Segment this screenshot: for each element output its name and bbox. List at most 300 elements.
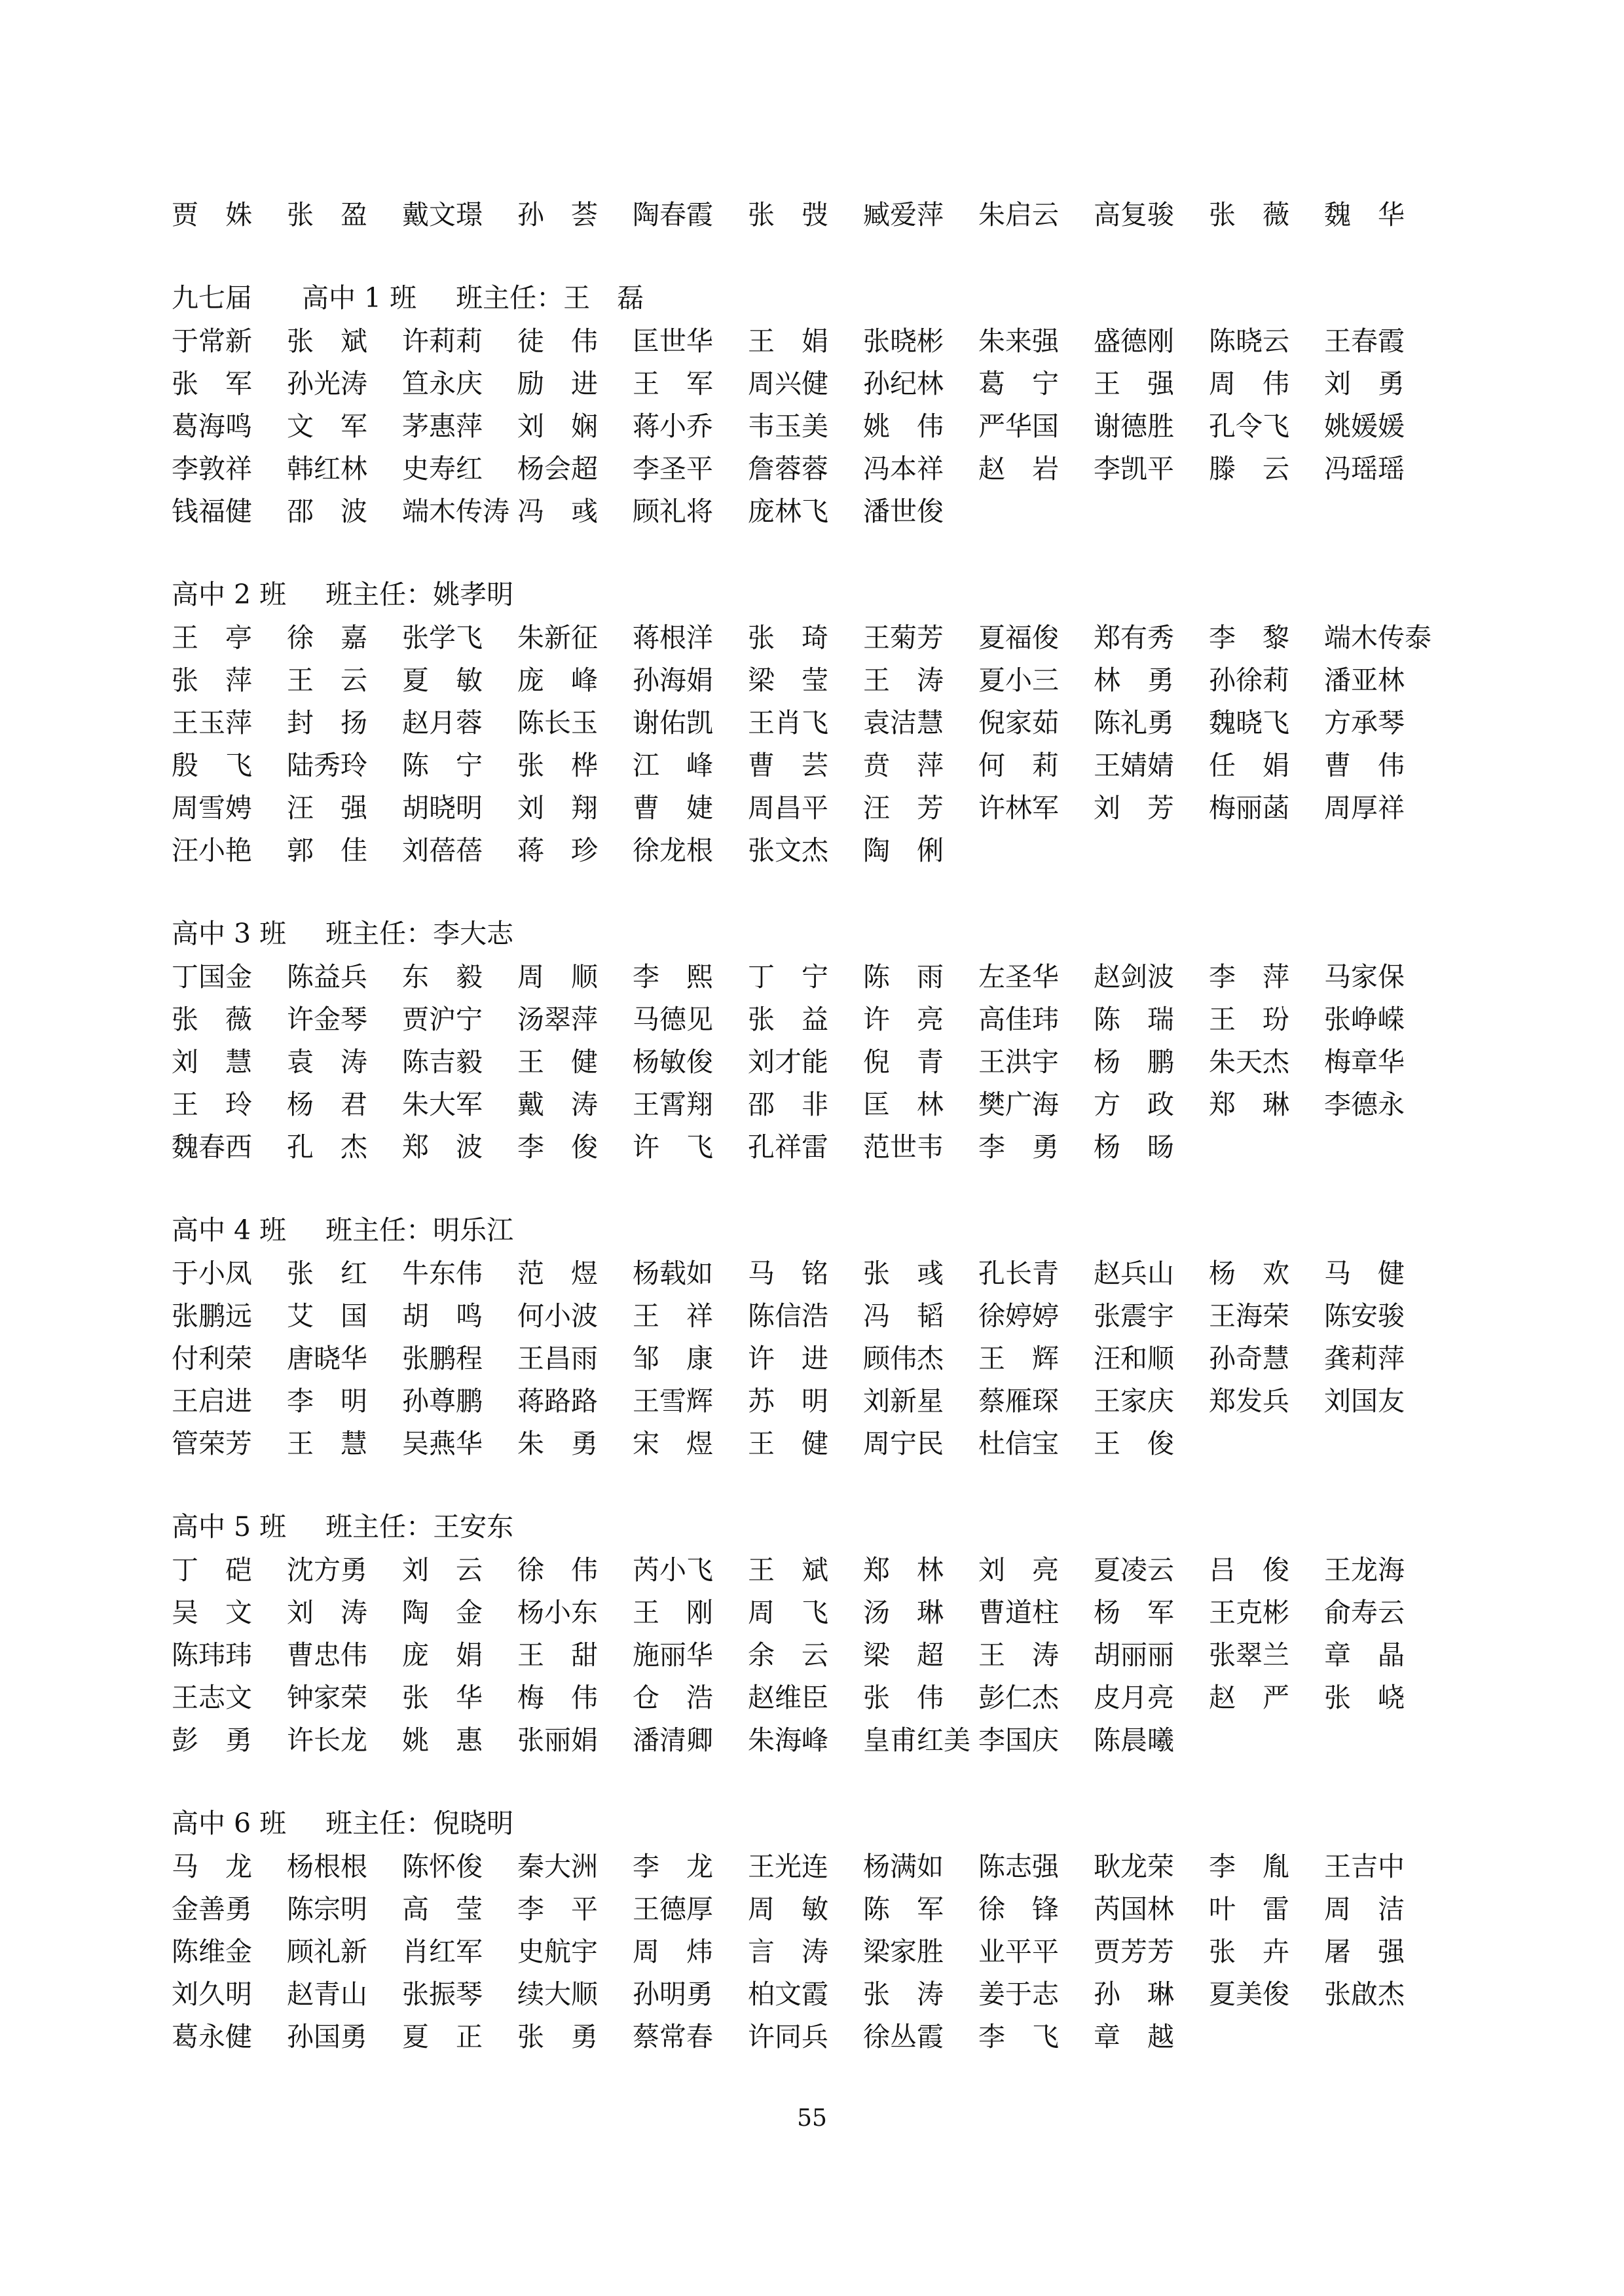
student-name: 耿龙荣 (1094, 1851, 1174, 1882)
student-name: 王 娟 (748, 325, 828, 357)
student-name: 刘蓓蓓 (402, 835, 483, 866)
student-name: 许同兵 (748, 2021, 828, 2052)
student-name: 何小波 (517, 1300, 598, 1332)
student-name: 王婧婧 (1094, 750, 1174, 781)
student-name: 徐婷婷 (978, 1300, 1059, 1332)
student-name: 张震宇 (1094, 1300, 1174, 1332)
student-name: 陈宗明 (287, 1893, 367, 1925)
student-name: 许 亮 (863, 1004, 944, 1035)
student-name: 王 涛 (863, 665, 944, 696)
student-name: 梅章华 (1324, 1046, 1405, 1078)
student-name: 杨 军 (1094, 1597, 1174, 1628)
student-name: 许 飞 (633, 1131, 713, 1163)
student-name: 许金琴 (287, 1004, 367, 1035)
teacher-label: 班主任： (325, 579, 434, 610)
student-name: 柏文霞 (748, 1978, 828, 2010)
student-name: 王 俊 (1094, 1428, 1174, 1459)
name-row (172, 744, 1455, 787)
student-name: 周宁民 (863, 1428, 944, 1459)
student-name: 张晓彬 (863, 325, 944, 357)
student-name: 朱启云 (978, 199, 1059, 230)
student-name: 张峥嵘 (1324, 1004, 1405, 1035)
teacher-label: 班主任： (325, 1511, 434, 1542)
name-row (172, 956, 1455, 998)
student-name: 胡 鸣 (402, 1300, 483, 1332)
student-name: 王 祥 (633, 1300, 713, 1332)
student-name: 魏春西 (172, 1131, 252, 1163)
student-name: 陶 金 (402, 1597, 483, 1628)
student-name: 汤 琳 (863, 1597, 944, 1628)
head-teacher-name: 倪晓明 (433, 1808, 514, 1839)
student-name: 彭 勇 (172, 1724, 252, 1756)
name-row (172, 1592, 1455, 1634)
student-name: 王玉萍 (172, 707, 252, 738)
class-name: 高中 3 班 (172, 918, 287, 949)
name-row (172, 1126, 1455, 1169)
student-name: 陈 军 (863, 1893, 944, 1925)
student-name: 郑有秀 (1094, 622, 1174, 653)
class-section (172, 911, 1455, 1169)
student-name: 李德永 (1324, 1089, 1405, 1120)
student-name: 张 益 (748, 1004, 828, 1035)
class-header (172, 1208, 1455, 1252)
student-name: 邵 波 (287, 496, 367, 527)
student-name: 蔡雁琛 (978, 1385, 1059, 1417)
student-name: 夏小三 (978, 665, 1059, 696)
student-name: 李 黎 (1209, 622, 1289, 653)
student-name: 王 辉 (978, 1343, 1059, 1374)
name-row (172, 1252, 1455, 1295)
student-name: 陈晓云 (1209, 325, 1289, 357)
student-name: 郑 琳 (1209, 1089, 1289, 1120)
student-name: 王克彬 (1209, 1597, 1289, 1628)
student-name: 张 彧 (863, 1258, 944, 1289)
student-name: 曹 伟 (1324, 750, 1405, 781)
student-name: 王洪宇 (978, 1046, 1059, 1078)
student-name: 贾沪宁 (402, 1004, 483, 1035)
student-name: 张 勇 (517, 2021, 598, 2052)
student-name: 赵 严 (1209, 1682, 1289, 1713)
student-name: 于常新 (172, 325, 252, 357)
student-name: 文 军 (287, 410, 367, 442)
student-name: 倪家茹 (978, 707, 1059, 738)
student-name: 张 盈 (287, 199, 367, 230)
student-name: 刘 慧 (172, 1046, 252, 1078)
student-name: 曹道柱 (978, 1597, 1059, 1628)
student-name: 王 玲 (172, 1089, 252, 1120)
student-name: 左圣华 (978, 961, 1059, 993)
student-name: 陈晨曦 (1094, 1724, 1174, 1756)
student-name: 孙 荟 (517, 199, 598, 230)
student-name: 刘国友 (1324, 1385, 1405, 1417)
student-name: 许莉莉 (402, 325, 483, 357)
student-name: 马 铭 (748, 1258, 828, 1289)
student-name: 仓 浩 (633, 1682, 713, 1713)
student-name: 蔡常春 (633, 2021, 713, 2052)
student-name: 赵青山 (287, 1978, 367, 2010)
student-name: 张 华 (402, 1682, 483, 1713)
student-name: 章 晶 (1324, 1639, 1405, 1671)
name-row (172, 617, 1455, 659)
student-name: 朱 勇 (517, 1428, 598, 1459)
student-name: 邹 康 (633, 1343, 713, 1374)
student-name: 匡世华 (633, 325, 713, 357)
student-name: 孙徐莉 (1209, 665, 1289, 696)
student-name: 龚莉萍 (1324, 1343, 1405, 1374)
student-name: 朱来强 (978, 325, 1059, 357)
name-row (172, 1084, 1455, 1126)
student-name: 孙纪林 (863, 368, 944, 399)
student-name: 周 飞 (748, 1597, 828, 1628)
student-name: 臧爱萍 (863, 199, 944, 230)
head-teacher-name: 李大志 (433, 918, 514, 949)
student-name: 章 越 (1094, 2021, 1174, 2052)
student-name: 陆秀玲 (287, 750, 367, 781)
student-name: 李 平 (517, 1893, 598, 1925)
student-name: 蒋 珍 (517, 835, 598, 866)
student-name: 王启进 (172, 1385, 252, 1417)
student-name: 徐 伟 (517, 1554, 598, 1586)
student-name: 蒋小乔 (633, 410, 713, 442)
student-name: 詹蓉蓉 (748, 453, 828, 484)
name-row (172, 1549, 1455, 1592)
student-name: 匡 林 (863, 1089, 944, 1120)
student-name: 严华国 (978, 410, 1059, 442)
student-name: 周 伟 (1209, 368, 1289, 399)
student-name: 王 军 (633, 368, 713, 399)
student-name: 杨小东 (517, 1597, 598, 1628)
student-name: 葛 宁 (978, 368, 1059, 399)
student-name: 刘新星 (863, 1385, 944, 1417)
student-name: 皮月亮 (1094, 1682, 1174, 1713)
student-name: 李 俊 (517, 1131, 598, 1163)
student-name: 刘久明 (172, 1978, 252, 2010)
teacher-label: 班主任： (325, 1214, 434, 1246)
student-name: 曹 婕 (633, 792, 713, 824)
student-name: 张啟杰 (1324, 1978, 1405, 2010)
name-row (172, 787, 1455, 829)
name-row (172, 998, 1455, 1041)
name-row (172, 1423, 1455, 1465)
student-name: 刘 芳 (1094, 792, 1174, 824)
student-name: 梁家胜 (863, 1936, 944, 1967)
student-name: 于小凤 (172, 1258, 252, 1289)
student-name: 丁 硙 (172, 1554, 252, 1586)
student-name: 夏 正 (402, 2021, 483, 2052)
student-name: 杨根根 (287, 1851, 367, 1882)
student-name: 邵 非 (748, 1089, 828, 1120)
student-name: 孙光涛 (287, 368, 367, 399)
name-row (172, 829, 1455, 872)
student-name: 刘 亮 (978, 1554, 1059, 1586)
student-name: 业平平 (978, 1936, 1059, 1967)
student-name: 顾伟杰 (863, 1343, 944, 1374)
student-name: 李国庆 (978, 1724, 1059, 1756)
student-name: 肖红军 (402, 1936, 483, 1967)
student-name: 陶春霞 (633, 199, 713, 230)
student-name: 潘亚林 (1324, 665, 1405, 696)
student-name: 杨 欢 (1209, 1258, 1289, 1289)
student-name: 徐丛霞 (863, 2021, 944, 2052)
student-name: 张振琴 (402, 1978, 483, 2010)
student-name: 张 红 (287, 1258, 367, 1289)
student-name: 杨 旸 (1094, 1131, 1174, 1163)
student-name: 张鹏程 (402, 1343, 483, 1374)
student-name: 王 甜 (517, 1639, 598, 1671)
student-name: 管荣芳 (172, 1428, 252, 1459)
student-name: 盛德刚 (1094, 325, 1174, 357)
student-name: 李 萍 (1209, 961, 1289, 993)
name-row (172, 2016, 1455, 2058)
student-name: 夏 敏 (402, 665, 483, 696)
class-sections (172, 276, 1455, 2058)
student-name: 王光连 (748, 1851, 828, 1882)
class-name: 高中 5 班 (172, 1511, 287, 1542)
student-name: 孙尊鹏 (402, 1385, 483, 1417)
class-header (172, 1801, 1455, 1846)
student-name: 陈维金 (172, 1936, 252, 1967)
student-name: 江 峰 (633, 750, 713, 781)
student-name: 吕 俊 (1209, 1554, 1289, 1586)
student-name: 王家庆 (1094, 1385, 1174, 1417)
student-name: 王菊芳 (863, 622, 944, 653)
name-row (172, 1973, 1455, 2016)
student-name: 孔令飞 (1209, 410, 1289, 442)
class-name: 高中 4 班 (172, 1214, 287, 1246)
student-name: 贾 姝 (172, 199, 252, 230)
student-name: 周雪娉 (172, 792, 252, 824)
student-name: 孙明勇 (633, 1978, 713, 2010)
teacher-label: 班主任： (325, 1808, 434, 1839)
student-name: 许林军 (978, 792, 1059, 824)
student-name: 张鹏远 (172, 1300, 252, 1332)
student-name: 孙国勇 (287, 2021, 367, 2052)
student-name: 王 玢 (1209, 1004, 1289, 1035)
student-name: 周厚祥 (1324, 792, 1405, 824)
student-name: 陈长玉 (517, 707, 598, 738)
student-name: 唐晓华 (287, 1343, 367, 1374)
head-teacher-name: 王 磊 (563, 282, 644, 314)
student-name: 王 强 (1094, 368, 1174, 399)
student-name: 陈 宁 (402, 750, 483, 781)
student-name: 马 龙 (172, 1851, 252, 1882)
student-name: 李敦祥 (172, 453, 252, 484)
student-name: 王海荣 (1209, 1300, 1289, 1332)
student-name: 钱福健 (172, 496, 252, 527)
student-name: 庞 娟 (402, 1639, 483, 1671)
student-name: 陈 瑞 (1094, 1004, 1174, 1035)
student-name: 赵维臣 (748, 1682, 828, 1713)
student-name: 王 涛 (978, 1639, 1059, 1671)
student-name: 潘清卿 (633, 1724, 713, 1756)
student-name: 茅惠萍 (402, 410, 483, 442)
student-name: 周兴健 (748, 368, 828, 399)
student-name: 陈信浩 (748, 1300, 828, 1332)
class-section (172, 276, 1455, 533)
student-name: 蒋根洋 (633, 622, 713, 653)
student-name: 张 琦 (748, 622, 828, 653)
student-name: 俞寿云 (1324, 1597, 1405, 1628)
student-name: 殷 飞 (172, 750, 252, 781)
student-name: 张 弢 (748, 199, 828, 230)
student-name: 徒 伟 (517, 325, 598, 357)
student-name: 胡晓明 (402, 792, 483, 824)
student-name: 王德厚 (633, 1893, 713, 1925)
student-name: 芮国林 (1094, 1893, 1174, 1925)
student-name: 吴 文 (172, 1597, 252, 1628)
student-name: 冯本祥 (863, 453, 944, 484)
student-name: 袁 涛 (287, 1046, 367, 1078)
student-name: 陈志强 (978, 1851, 1059, 1882)
student-name: 高佳玮 (978, 1004, 1059, 1035)
student-name: 朱海峰 (748, 1724, 828, 1756)
student-name: 徐龙根 (633, 835, 713, 866)
student-name: 王吉中 (1324, 1851, 1405, 1882)
student-name: 沈方勇 (287, 1554, 367, 1586)
student-name: 许长龙 (287, 1724, 367, 1756)
student-name: 张 薇 (1209, 199, 1289, 230)
student-name: 王志文 (172, 1682, 252, 1713)
student-name: 汤翠萍 (517, 1004, 598, 1035)
student-name: 马家保 (1324, 961, 1405, 993)
name-row (172, 490, 1455, 533)
student-name: 张 卉 (1209, 1936, 1289, 1967)
student-name: 苏 明 (748, 1385, 828, 1417)
student-name: 杨载如 (633, 1258, 713, 1289)
student-name: 杜信宝 (978, 1428, 1059, 1459)
class-section (172, 1208, 1455, 1465)
student-name: 姚 伟 (863, 410, 944, 442)
student-name: 陈 雨 (863, 961, 944, 993)
student-name: 葛永健 (172, 2021, 252, 2052)
student-name: 梁 莹 (748, 665, 828, 696)
student-name: 皇甫红美 (863, 1724, 970, 1756)
student-name: 陈安骏 (1324, 1300, 1405, 1332)
student-name: 袁洁慧 (863, 707, 944, 738)
student-name: 范 煜 (517, 1258, 598, 1289)
student-name: 周 洁 (1324, 1893, 1405, 1925)
student-name: 谢德胜 (1094, 410, 1174, 442)
student-name: 付利荣 (172, 1343, 252, 1374)
graduation-year: 九七届 (172, 282, 252, 314)
student-name: 赵剑波 (1094, 961, 1174, 993)
student-name: 胡丽丽 (1094, 1639, 1174, 1671)
student-name: 丁 宁 (748, 961, 828, 993)
student-name: 封 扬 (287, 707, 367, 738)
student-name: 王 刚 (633, 1597, 713, 1628)
student-name: 梅 伟 (517, 1682, 598, 1713)
head-teacher-name: 明乐江 (433, 1214, 514, 1246)
student-name: 刘才能 (748, 1046, 828, 1078)
class-header (172, 1504, 1455, 1549)
student-name: 周昌平 (748, 792, 828, 824)
teacher-label: 班主任： (456, 282, 564, 314)
student-name: 王昌雨 (517, 1343, 598, 1374)
student-name: 冯 韬 (863, 1300, 944, 1332)
name-row (172, 1295, 1455, 1338)
student-name: 秦大洲 (517, 1851, 598, 1882)
student-name: 丁国金 (172, 961, 252, 993)
student-name: 李圣平 (633, 453, 713, 484)
student-name: 郑 波 (402, 1131, 483, 1163)
student-name: 张 峣 (1324, 1682, 1405, 1713)
student-name: 周 顺 (517, 961, 598, 993)
student-name: 杨敏俊 (633, 1046, 713, 1078)
student-name: 汪 芳 (863, 792, 944, 824)
student-name: 高 莹 (402, 1893, 483, 1925)
student-name: 张 斌 (287, 325, 367, 357)
name-row (172, 659, 1455, 702)
student-name: 杨会超 (517, 453, 598, 484)
student-name: 蒋路路 (517, 1385, 598, 1417)
name-row (172, 1041, 1455, 1084)
class-header (172, 572, 1455, 617)
student-name: 宋 煜 (633, 1428, 713, 1459)
student-name: 吴燕华 (402, 1428, 483, 1459)
student-name: 王 云 (287, 665, 367, 696)
name-row (172, 405, 1455, 448)
name-row (172, 363, 1455, 405)
student-name: 刘 勇 (1324, 368, 1405, 399)
student-name: 屠 强 (1324, 1936, 1405, 1967)
name-row (172, 1677, 1455, 1719)
student-name: 朱大军 (402, 1089, 483, 1120)
student-name: 孔 杰 (287, 1131, 367, 1163)
student-name: 滕 云 (1209, 453, 1289, 484)
student-name: 王 健 (517, 1046, 598, 1078)
student-name: 孔祥雷 (748, 1131, 828, 1163)
student-name: 励 进 (517, 368, 598, 399)
student-name: 李 明 (287, 1385, 367, 1417)
student-name: 孙奇慧 (1209, 1343, 1289, 1374)
student-name: 彭仁杰 (978, 1682, 1059, 1713)
student-name: 方 政 (1094, 1089, 1174, 1120)
student-name: 魏晓飞 (1209, 707, 1289, 738)
student-name: 何 莉 (978, 750, 1059, 781)
student-name: 赵兵山 (1094, 1258, 1174, 1289)
student-name: 庞 峰 (517, 665, 598, 696)
name-row (172, 1719, 1455, 1762)
class-name: 高中 2 班 (172, 579, 287, 610)
student-name: 陈益兵 (287, 961, 367, 993)
student-name: 郑发兵 (1209, 1385, 1289, 1417)
student-name: 夏福俊 (978, 622, 1059, 653)
class-name: 高中 6 班 (172, 1808, 287, 1839)
student-name: 戴文璟 (402, 199, 483, 230)
name-row (172, 1338, 1455, 1380)
class-section (172, 1801, 1455, 2058)
student-name: 艾 国 (287, 1300, 367, 1332)
name-row (172, 320, 1455, 363)
name-row (172, 1846, 1455, 1888)
student-name: 孔长青 (978, 1258, 1059, 1289)
student-name: 王雪辉 (633, 1385, 713, 1417)
student-name: 贾芳芳 (1094, 1936, 1174, 1967)
student-name: 冯 彧 (517, 496, 598, 527)
student-name: 顾礼将 (633, 496, 713, 527)
student-name: 陈吉毅 (402, 1046, 483, 1078)
student-name: 李 勇 (978, 1131, 1059, 1163)
student-name: 陈礼勇 (1094, 707, 1174, 738)
student-name: 曹忠伟 (287, 1639, 367, 1671)
student-name: 周 炜 (633, 1936, 713, 1967)
student-name: 续大顺 (517, 1978, 598, 2010)
document-page (172, 194, 1455, 2058)
student-name: 徐 锋 (978, 1893, 1059, 1925)
student-name: 张 桦 (517, 750, 598, 781)
student-name: 张学飞 (402, 622, 483, 653)
student-name: 刘 娴 (517, 410, 598, 442)
